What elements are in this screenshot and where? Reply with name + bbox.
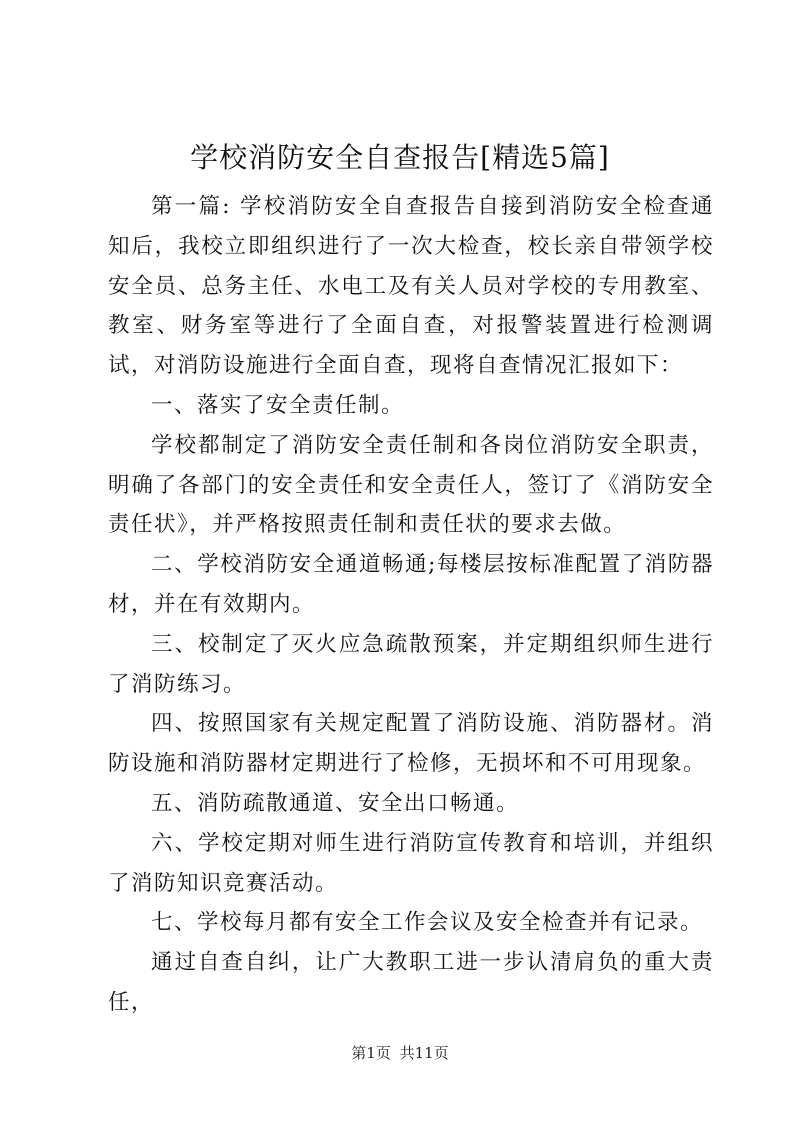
paragraph-item-6: 六、学校定期对师生进行消防宣传教育和培训，并组织了消防知识竞赛活动。 — [108, 830, 714, 896]
page-total: 共11页 — [399, 1044, 449, 1062]
document-title: 学校消防安全自查报告[精选5篇] — [190, 141, 610, 174]
paragraph-item-7: 七、学校每月都有安全工作会议及安全检查并有记录。 — [151, 910, 704, 936]
paragraph-item-3: 三、校制定了灭火应急疏散预案，并定期组织师生进行了消防练习。 — [108, 631, 714, 697]
paragraph-item-5: 五、消防疏散通道、安全出口畅通。 — [151, 790, 520, 816]
paragraph-item-4: 四、按照国家有关规定配置了消防设施、消防器材。消防设施和消防器材定期进行了检修，无损坏和不可用现象。 — [108, 711, 714, 777]
paragraph-item-1-detail: 学校都制定了消防安全责任制和各岗位消防安全职责，明确了各部门的安全责任和安全责任人，签订了《消防安全责任状》，并严格按照责任制和责任状的要求去做。 — [108, 432, 714, 538]
document-body — [108, 187, 714, 1023]
paragraph-intro: 第一篇: 学校消防安全自查报告自接到消防安全检查通知后，我校立即组织进行了一次大检查，校长亲自带领学校安全员、总务主任、水电工及有关人员对学校的专用教室、教室、财务室等进行了全面自查，对报警装置进行检测调试，对消防设施进行全面自查，现将自查情况汇报如下： — [108, 194, 714, 379]
page-footer — [0, 1043, 800, 1063]
paragraph-conclusion: 通过自查自纠，让广大教职工进一步认清肩负的重大责任， — [108, 950, 714, 1015]
paragraph-item-1-heading: 一、落实了安全责任制。 — [151, 392, 405, 418]
paragraph-item-2: 二、学校消防安全通道畅通;每楼层按标准配置了消防器材，并在有效期内。 — [108, 552, 714, 617]
page-number: 第1页 — [351, 1044, 391, 1062]
